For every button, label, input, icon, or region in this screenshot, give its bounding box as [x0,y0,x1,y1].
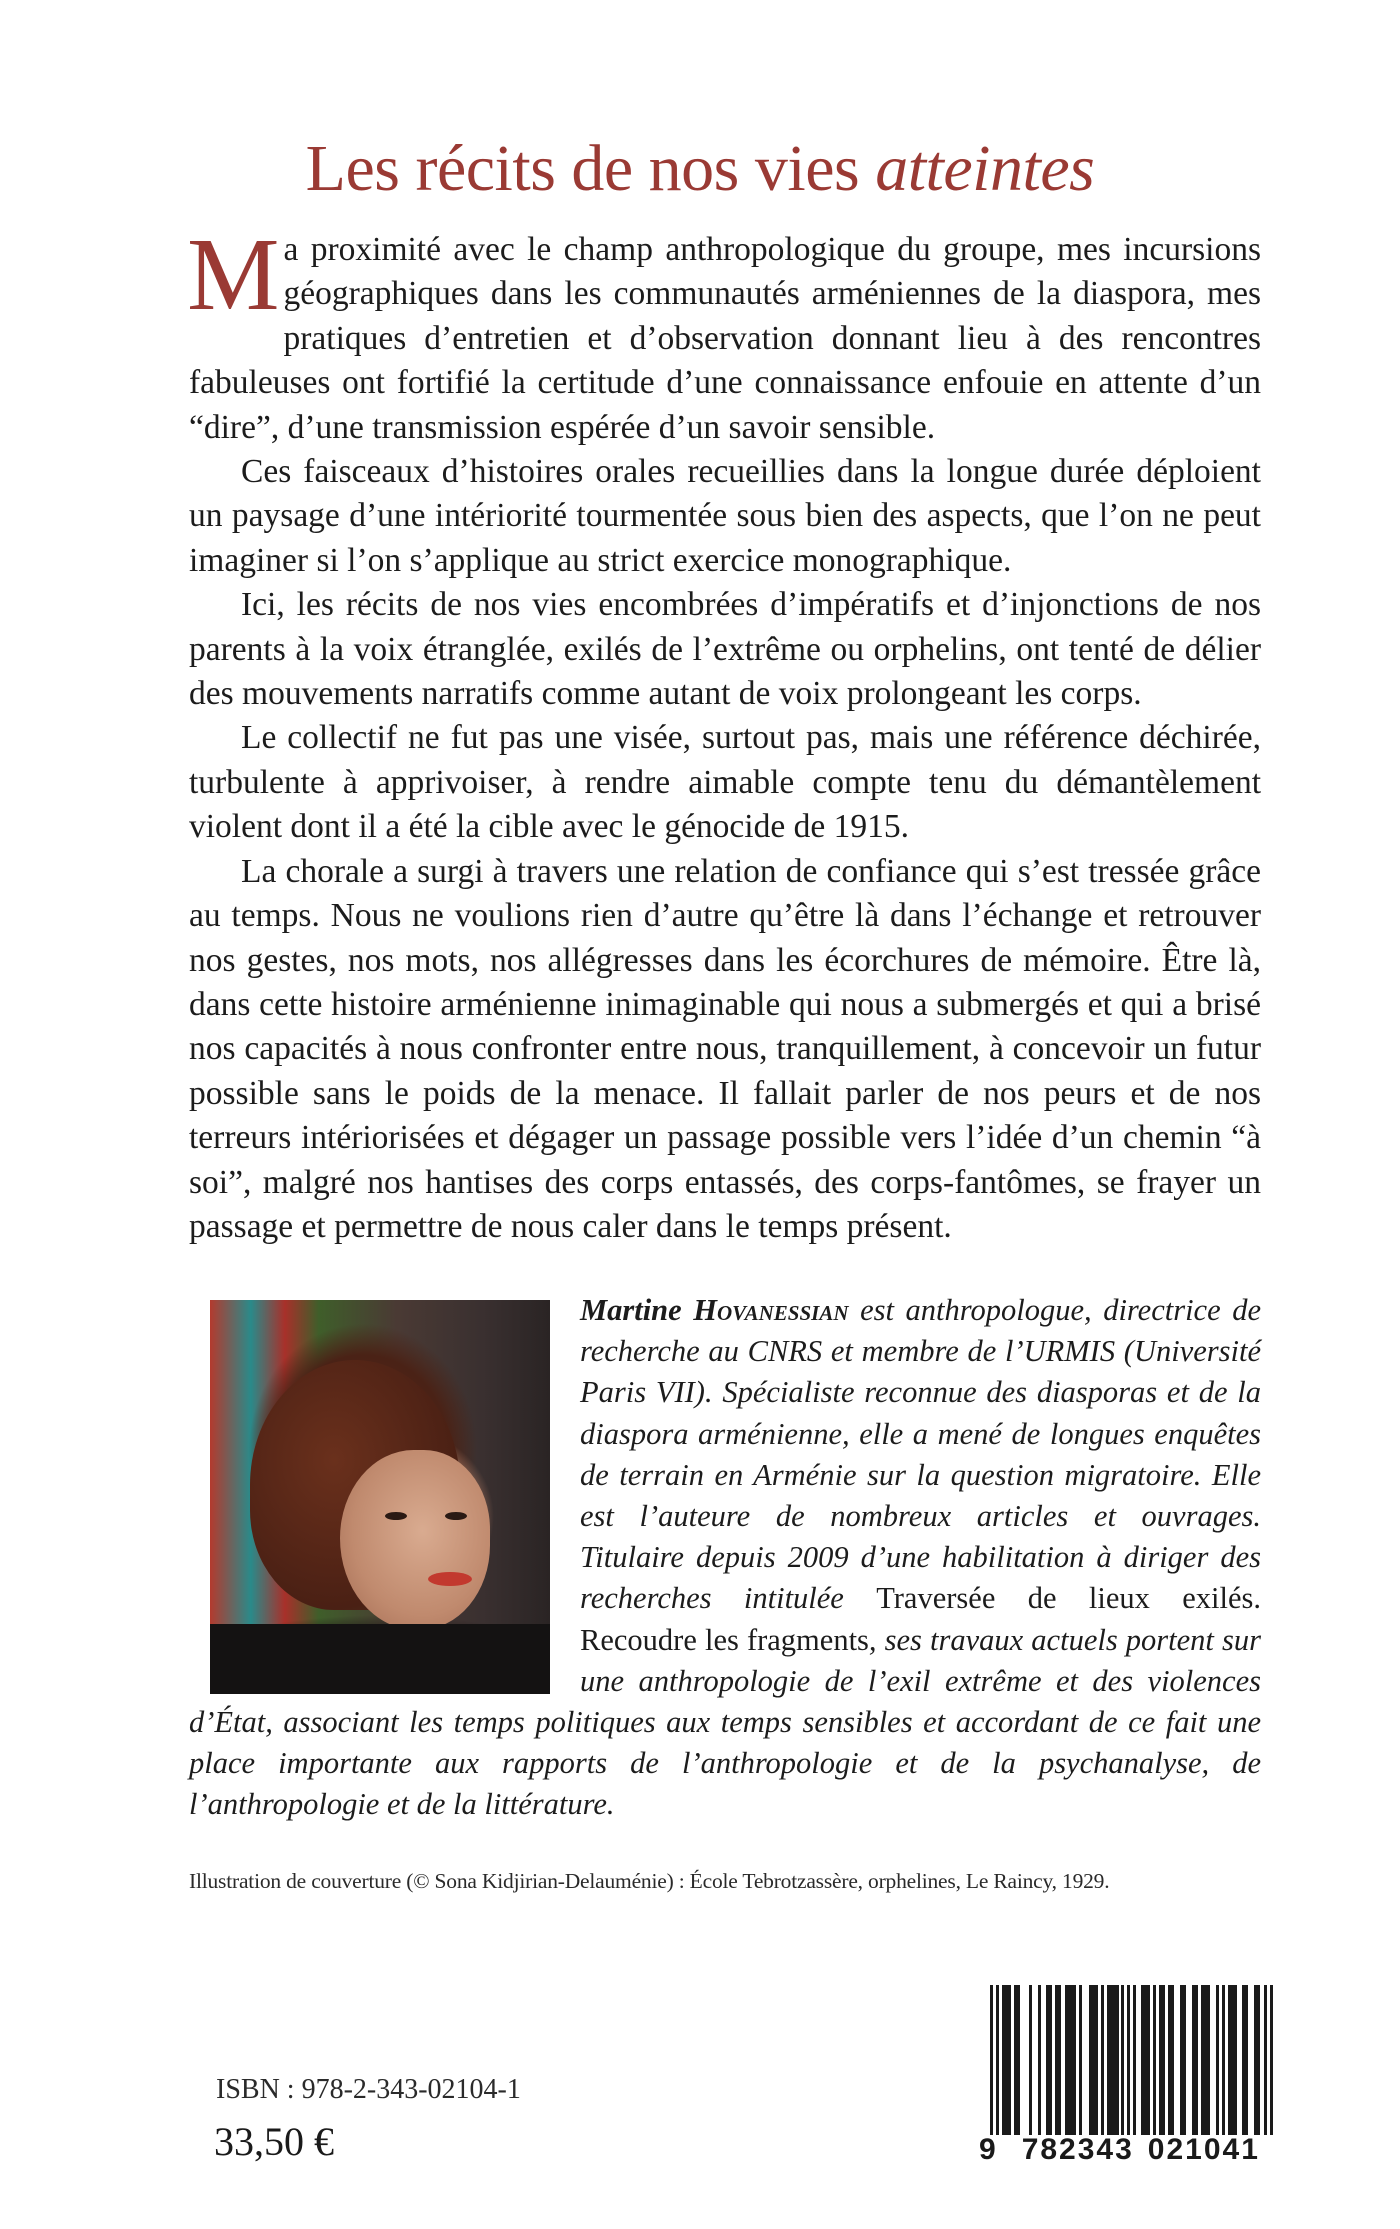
photo-face [340,1450,490,1630]
author-last-name: Hovanessian [693,1293,849,1327]
barcode-digits-right: 021041 [1147,2133,1260,2166]
barcode-digit-first: 9 [979,2133,998,2166]
author-thesis-title: Traversée de lieux exilés. Recoudre les fragments [580,1581,1261,1657]
book-title [0,132,1400,206]
photo-lips [428,1572,472,1586]
book-title-italic: atteintes [875,132,1095,206]
photo-eye-left [385,1512,407,1520]
back-cover-text [187,217,1261,1249]
author-bio-part1: est anthropologue, directrice de recherche au CNRS et membre de l’URMIS (Université Paris VII). Spécialiste reconnue des diasporas et de la diaspora arménienne, elle a mené de longues enquêtes de terrain en Arménie sur la question migratoire. Elle est l’auteure de nombreux articles et ouvrages. Titulaire depuis 2009 d’une habilitation à diriger des recherches intitulée [580,1293,1261,1616]
barcode-digits [979,2133,1279,2167]
photo-shirt [210,1624,550,1694]
cover-illustration-credit: Illustration de couverture (© Sona Kidjirian-Delauménie) : École Tebrotzassère, orphelines, Le Raincy, 1929. [189,1869,1110,1893]
isbn: ISBN : 978-2-343-02104-1 [216,2074,521,2105]
author-bio-part2: , ses travaux actuels portent sur une anthropologie de l’exil extrême et des violences d’État, associant les temps politiques aux temps sensibles et accordant de ce fait une place importante aux rapports de l’anthropologie et de la psychanalyse, de l’anthropologie et de la littérature. [189,1622,1262,1822]
barcode-digits-left: 782343 [1021,2133,1134,2166]
paragraph-3: Ici, les récits de nos vies encombrées d’impératifs et d’injonctions de nos parents à la voix étranglée, exilés de l’extrême ou orphelins, ont tenté de délier des mouvements narratifs comme autant de voix prolongeant les corps. [189,586,1261,713]
author-photo [210,1300,550,1694]
paragraph-1 [187,217,1261,450]
paragraph-4: Le collectif ne fut pas une visée, surtout pas, mais une référence déchirée, turbulente à apprivoiser, à rendre aimable compte tenu du démantèlement violent dont il a été la cible avec le génocide de 1915. [189,719,1261,846]
paragraph-5: La chorale a surgi à travers une relation de confiance qui s’est tressée grâce au temps. Nous ne voulions rien d’autre qu’être là dans l’échange et retrouver nos gestes, nos mots, nos allégresses dans les écorchures de mémoire. Être là, dans cette histoire arménienne inimaginable qui nous a submergés et qui a brisé nos capacités à nous confronter entre nous, tranquillement, à concevoir un futur possible sans le poids de la menace. Il fallait parler de nos peurs et de nos terreurs intériorisées et dégager un passage possible vers l’idée d’un chemin “à soi”, malgré nos hantises des corps entassés, des corps-fantômes, se frayer un passage et permettre de nous caler dans le temps présent. [189,852,1261,1245]
book-title-regular: Les récits de nos vies [305,132,876,206]
paragraph-2: Ces faisceaux d’histoires orales recueillies dans la longue durée déploient un paysage d’une intériorité tourmentée sous bien des aspects, que l’on ne peut imaginer si l’on s’applique au strict exercice monographique. [189,453,1261,579]
photo-eye-right [445,1512,467,1520]
author-bio [189,1290,1261,1826]
price: 33,50 € [214,2119,334,2164]
drop-cap: M [187,217,280,332]
paragraph-1-text: a proximité avec le champ anthropologique du groupe, mes incursions géographiques dans les communautés arméniennes de la diaspora, mes pratiques d’entretien et d’observation donnant lieu à des rencontres fabuleuses ont fortifié la certitude d’une connaissance enfouie en attente d’un “dire”, d’une transmission espérée d’un savoir sensible. [189,231,1261,446]
author-first-name: Martine [580,1293,694,1327]
